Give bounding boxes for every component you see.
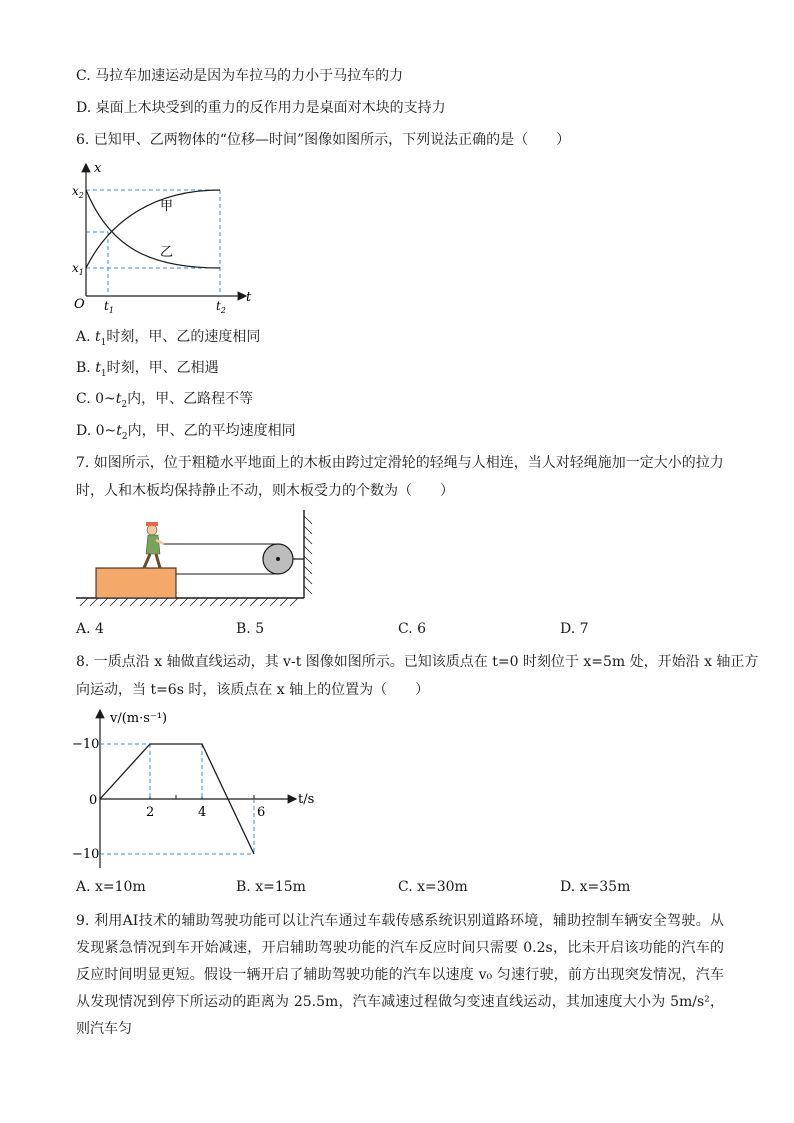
q8-stem-line2: 向运动，当 t=6s 时，该质点在 x 轴上的位置为（ ）	[76, 682, 430, 698]
q7-stem-line1: 7. 如图所示，位于粗糙水平地面上的木板由跨过定滑轮的轻绳与人相连，当人对轻绳施加一定大小的拉力	[76, 455, 724, 471]
q6-y-axis-label: x	[94, 161, 102, 176]
person-pulling	[144, 522, 164, 568]
q8-y-tick-top: −10	[72, 737, 100, 752]
q7-option-d: D. 7	[560, 621, 589, 637]
q8-y-axis-label: v/(m·s⁻¹)	[110, 711, 168, 726]
prev-option-d: D. 桌面上木块受到的重力的反作用力是桌面对木块的支持力	[76, 100, 446, 116]
q6-curve-jia	[86, 190, 220, 268]
q6-y-tick-x1: $x_1$	[72, 261, 84, 277]
q7-pulley-figure	[74, 508, 324, 613]
q6-origin-label: O	[74, 297, 85, 312]
q6-x-axis-label: t	[246, 290, 252, 305]
q6-x-tick-t2: $t_2$	[216, 299, 226, 315]
q6-x-tick-t1: $t_1$	[104, 299, 114, 315]
q6-option-b: B. $t_1$时刻，甲、乙相遇	[76, 360, 219, 379]
q7-option-b: B. 5	[236, 621, 265, 637]
q8-option-b: B. x=15m	[236, 879, 306, 895]
q8-stem-line1: 8. 一质点沿 x 轴做直线运动，其 v-t 图像如图所示。已知该质点在 t=0 时刻位于 x=5m 处，开始沿 x 轴正方	[76, 654, 759, 670]
q9-text: 9. 利用AI技术的辅助驾驶功能可以让汽车通过车载传感系统识别道路环境，辅助控制车辆安全驾驶。从发现紧急情况到车开始减速，开启辅助驾驶功能的汽车反应时间只需要 0.2s，比未开启该功能的汽车的反应时间明显更短。假设一辆开启了辅助驾驶功能的汽车以速度 v₀ 匀速行驶，前方出现突发情况，汽车从发现情况到停下所运动的距离为 25.5m，汽车减速过程做匀变速直线运动，其加速度大小为 5m/s²，则汽车匀	[76, 913, 724, 1037]
q6-option-d: D. $0\sim t_2$内，甲、乙的平均速度相同	[76, 423, 296, 442]
q6-curve-jia-label: 甲	[160, 199, 174, 214]
q6-y-tick-x2: $x_2$	[72, 184, 84, 200]
q7-option-c: C. 6	[398, 621, 427, 637]
q6-curve-yi	[86, 190, 220, 268]
q8-x-axis-label: t/s	[298, 792, 315, 807]
q6-option-a: A. $t_1$时刻，甲、乙的速度相同	[76, 329, 261, 348]
prev-option-c: C. 马拉车加速运动是因为车拉马的力小于马拉车的力	[76, 68, 404, 84]
q6-curve-yi-label: 乙	[160, 245, 174, 260]
q8-vt-graph	[70, 706, 330, 876]
q8-x-tick-2: 2	[146, 805, 155, 820]
q7-stem-line2: 时，人和木板均保持静止不动，则木板受力的个数为（ ）	[76, 483, 454, 499]
q6-stem: 6. 已知甲、乙两物体的“位移—时间”图像如图所示，下列说法正确的是（ ）	[76, 132, 571, 148]
q8-origin-label: 0	[89, 793, 98, 808]
q8-option-a: A. x=10m	[76, 879, 146, 895]
wooden-board	[96, 568, 176, 598]
q6-xt-graph	[70, 160, 270, 320]
q6-option-c: C. $0\sim t_2$内，甲、乙路程不等	[76, 391, 254, 410]
q8-option-d: D. x=35m	[560, 879, 631, 895]
q8-option-c: C. x=30m	[398, 879, 468, 895]
q8-x-tick-4: 4	[198, 805, 207, 820]
q8-y-tick-bottom: −10	[72, 847, 100, 862]
q8-x-tick-6: 6	[257, 805, 266, 820]
q7-option-a: A. 4	[76, 621, 104, 637]
